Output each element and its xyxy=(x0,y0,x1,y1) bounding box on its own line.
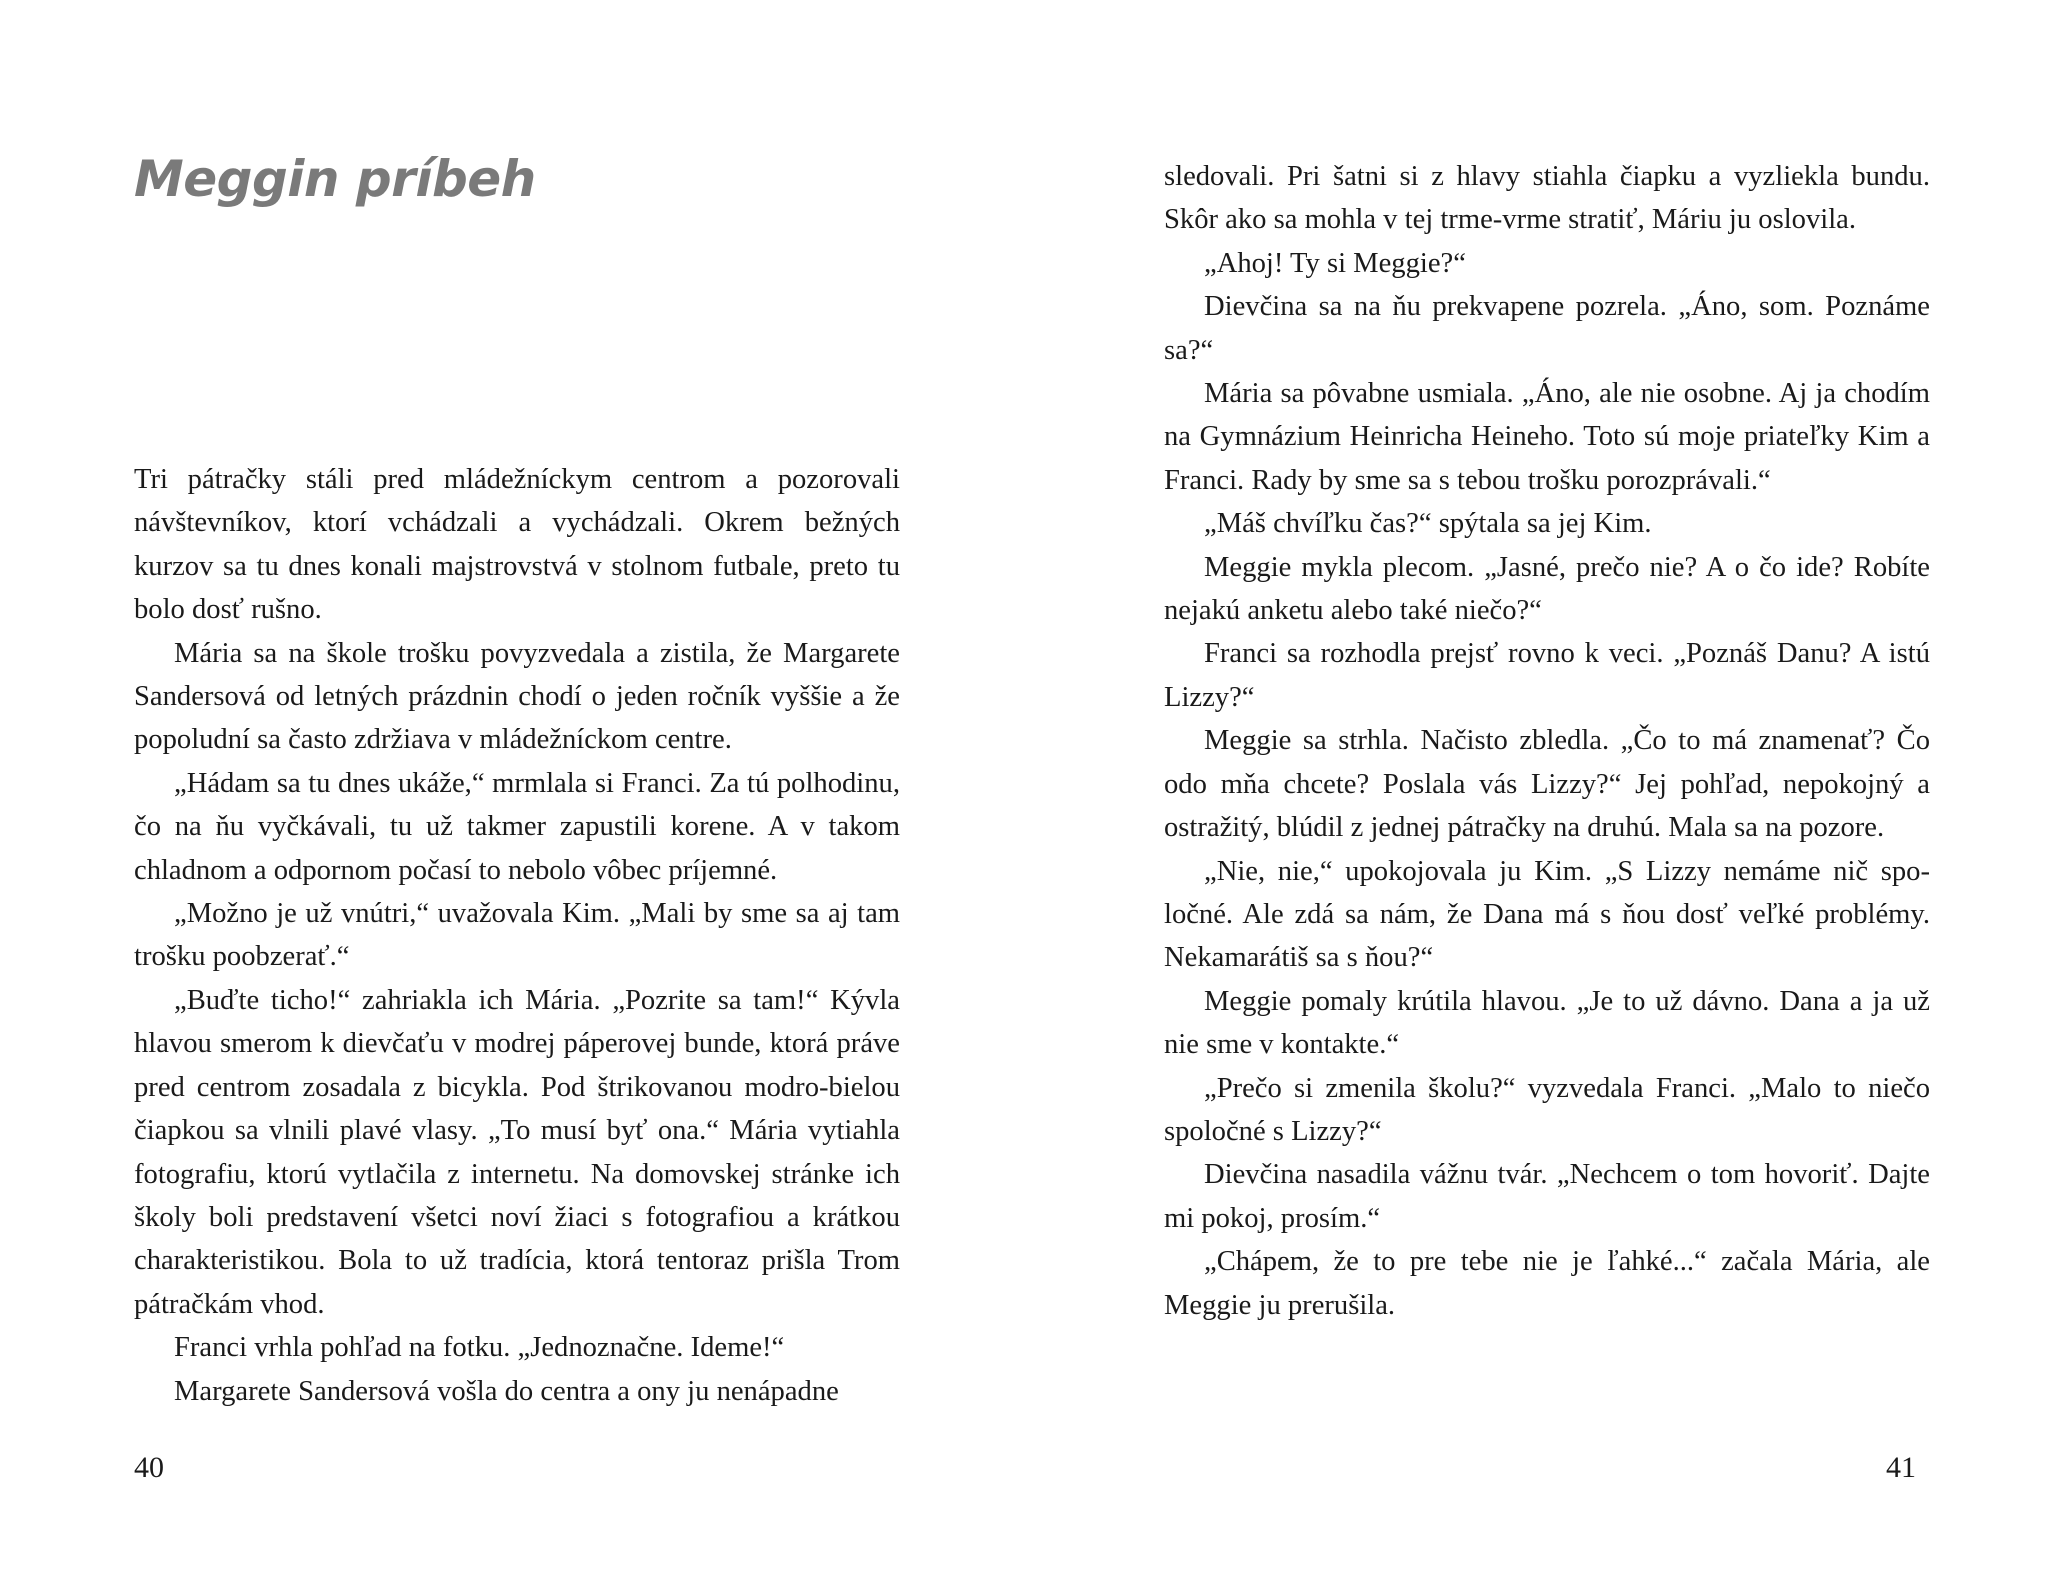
paragraph: „Možno je už vnútri,“ uvažovala Kim. „Mali by sme sa aj tam trošku poobzerať.“ xyxy=(134,898,900,973)
paragraph: Margarete Sandersová vošla do centra a ony ju nenápadne xyxy=(174,1375,839,1407)
right-page xyxy=(1024,0,2048,1575)
paragraph: Franci sa rozhodla prejsť rovno k veci. „Poznáš Danu? A istú Lizzy?“ xyxy=(1164,638,1930,713)
right-page-text xyxy=(1164,155,1930,1327)
paragraph: „Hádam sa tu dnes ukáže,“ mrmlala si Franci. Za tú polhodinu, čo na ňu vyčkávali, tu už takmer zapustili korene. A v takom chladnom a odpornom počasí to nebolo vôbec príjemné. xyxy=(134,767,900,886)
page-number-left: 40 xyxy=(134,1451,164,1484)
paragraph: „Prečo si zmenila školu?“ vyzvedala Franci. „Malo to niečo spoločné s Lizzy?“ xyxy=(1164,1072,1930,1147)
chapter-title: Meggin príbeh xyxy=(134,150,536,208)
page-number-right: 41 xyxy=(1886,1451,1916,1484)
paragraph: Meggie mykla plecom. „Jasné, prečo nie? A o čo ide? Robíte nejakú anketu alebo také niečo?“ xyxy=(1164,551,1930,627)
paragraph: „Ahoj! Ty si Meggie?“ xyxy=(1204,247,1466,279)
paragraph: Mária sa pôvabne usmiala. „Áno, ale nie osobne. Aj ja chodím na Gymnázium Heinricha Heineho. Toto sú moje priateľky Kim a Franci. Rady by sme sa s tebou trošku porozprávali.“ xyxy=(1164,378,1930,496)
paragraph: „Buďte ticho!“ zahriakla ich Mária. „Pozrite sa tam!“ Kývla hlavou smerom k dievčaťu v modrej páperovej bunde, ktorá práve pred centrom zosadala z bicykla. Pod štrikovanou modro-bielou čiapkou sa vlnili plavé vlasy. „To musí byť ona.“ Mária vytiahla fotografiu, ktorú vytlačila z internetu. Na domovskej stránke ich školy boli predstavení všetci noví žiaci s fotografiou a krátkou charakteristikou. Bola to už tradícia, ktorá tentoraz prišla Trom pátračkám vhod. xyxy=(134,984,900,1320)
paragraph: Mária sa na škole trošku povyzvedala a zistila, že Margarete Sandersová od letných prázdnin chodí o jeden ročník vyššie a že popoludní sa často zdržiava v mládežníckom centre. xyxy=(134,637,900,756)
paragraph: sledovali. Pri šatni si z hlavy stiahla čiapku a vyzliekla bundu. Skôr ako sa mohla v tej trme-vrme stratiť, Máriu ju oslovila. xyxy=(1164,161,1930,236)
paragraph: Dievčina sa na ňu prekvapene pozrela. „Áno, som. Poznáme sa?“ xyxy=(1164,291,1930,366)
paragraph: Meggie pomaly krútila hlavou. „Je to už dávno. Dana a ja už nie sme v kontakte.“ xyxy=(1164,985,1930,1061)
paragraph: „Máš chvíľku čas?“ spýtala sa jej Kim. xyxy=(1204,508,1652,540)
paragraph: Meggie sa strhla. Načisto zbledla. „Čo to má znamenať? Čo odo mňa chcete? Poslala vás Lizzy?“ Jej pohľad, nepokojný a ostražitý, blúdil z jednej pátračky na druhú. Mala sa na pozore. xyxy=(1164,725,1930,844)
paragraph: „Chápem, že to pre tebe nie je ľahké...“ začala Mária, ale Meggie ju prerušila. xyxy=(1164,1246,1930,1321)
paragraph: Tri pátračky stáli pred mládežníckym centrom a pozorovali návštevníkov, ktorí vchádzali a vychádzali. Okrem bežných kurzov sa tu dnes konali majstrovstvá v stolnom futbale, preto tu bolo dosť rušno. xyxy=(134,464,900,626)
paragraph: Dievčina nasadila vážnu tvár. „Nechcem o tom hovoriť. Dajte mi pokoj, prosím.“ xyxy=(1164,1159,1930,1234)
left-page-text xyxy=(134,458,900,1413)
paragraph: Franci vrhla pohľad na fotku. „Jednoznačne. Ideme!“ xyxy=(174,1332,785,1364)
paragraph: „Nie, nie,“ upokojovala ju Kim. „S Lizzy nemáme nič spoločné. Ale zdá sa nám, že Dana má s ňou dosť veľké problémy. Nekamarátiš sa s ňou?“ xyxy=(1164,855,1930,974)
